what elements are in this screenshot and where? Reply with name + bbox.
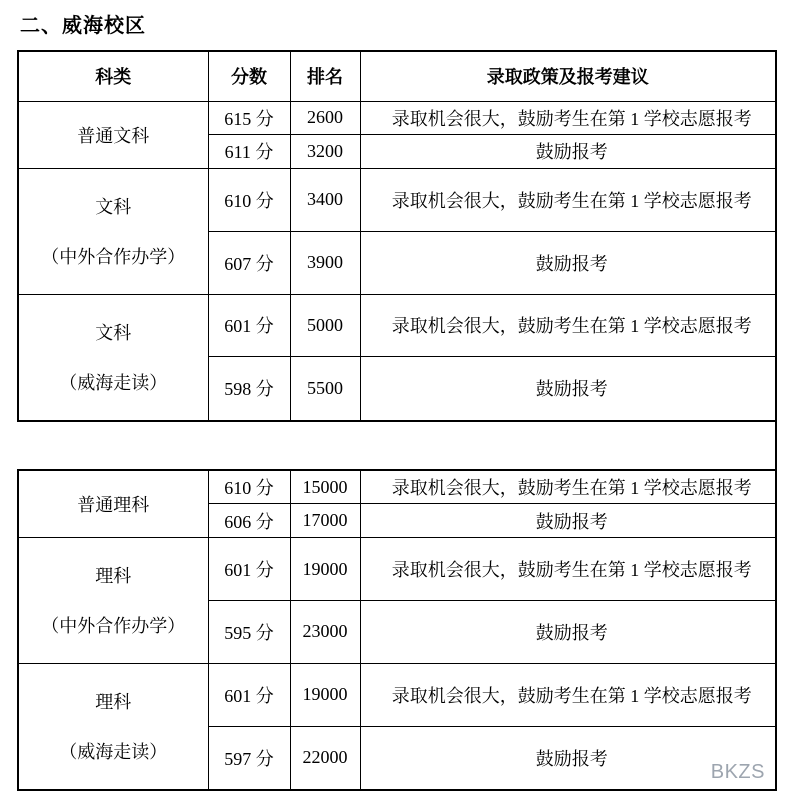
- category-sublabel: （威海走读）: [59, 742, 168, 763]
- advice-cell: 鼓励报考: [360, 504, 776, 538]
- category-cell: [18, 294, 208, 420]
- category-label: 理科: [95, 692, 132, 713]
- header-advice: 录取政策及报考建议: [360, 51, 776, 101]
- score-cell: 601 分: [208, 663, 290, 726]
- table-row: [18, 470, 776, 504]
- rank-cell: 15000: [290, 470, 360, 504]
- advice-cell: 录取机会很大，鼓励考生在第 1 学校志愿报考: [360, 101, 776, 135]
- advice-cell: 录取机会很大，鼓励考生在第 1 学校志愿报考: [360, 168, 776, 231]
- table-row: [18, 663, 776, 726]
- score-cell: 615 分: [208, 101, 290, 135]
- table-row: [18, 538, 776, 601]
- watermark-text: BKZS: [710, 761, 765, 783]
- advice-cell: 录取机会很大，鼓励考生在第 1 学校志愿报考: [360, 470, 776, 504]
- advice-cell: 录取机会很大，鼓励考生在第 1 学校志愿报考: [360, 663, 776, 726]
- category-label: 普通理科: [77, 494, 150, 515]
- rank-cell: 22000: [290, 726, 360, 790]
- rank-cell: 17000: [290, 504, 360, 538]
- advice-cell: 鼓励报考: [360, 231, 776, 294]
- advice-cell: 录取机会很大，鼓励考生在第 1 学校志愿报考: [360, 538, 776, 601]
- advice-text: 鼓励报考: [535, 748, 608, 769]
- score-cell: 601 分: [208, 538, 290, 601]
- rank-cell: 2600: [290, 101, 360, 135]
- advice-cell: 鼓励报考: [360, 357, 776, 421]
- rank-cell: 19000: [290, 663, 360, 726]
- category-cell: [18, 168, 208, 294]
- rank-cell: 5500: [290, 357, 360, 421]
- category-label: 文科: [95, 323, 132, 344]
- category-cell: [18, 663, 208, 790]
- header-category: 科类: [18, 51, 208, 101]
- category-cell: [18, 101, 208, 168]
- category-cell: [18, 470, 208, 538]
- score-cell: 601 分: [208, 294, 290, 357]
- page-title: 二、威海校区: [20, 15, 146, 37]
- score-cell: 606 分: [208, 504, 290, 538]
- category-sublabel: （中外合作办学）: [41, 616, 186, 637]
- table-row: [18, 101, 776, 135]
- rank-cell: 3400: [290, 168, 360, 231]
- category-sublabel: （威海走读）: [59, 373, 168, 394]
- score-cell: 597 分: [208, 726, 290, 790]
- category-label: 文科: [95, 197, 132, 218]
- header-score: 分数: [208, 51, 290, 101]
- advice-cell: [360, 726, 776, 790]
- advice-cell: 鼓励报考: [360, 600, 776, 663]
- category-cell: [18, 538, 208, 664]
- rank-cell: 5000: [290, 294, 360, 357]
- table-row: [18, 168, 776, 231]
- score-cell: 610 分: [208, 470, 290, 504]
- header-rank: 排名: [290, 51, 360, 101]
- empty-separator-cell: [18, 421, 776, 470]
- advice-cell: 录取机会很大，鼓励考生在第 1 学校志愿报考: [360, 294, 776, 357]
- score-cell: 595 分: [208, 600, 290, 663]
- category-label: 理科: [95, 566, 132, 587]
- table-header-row: [18, 51, 776, 101]
- rank-cell: 19000: [290, 538, 360, 601]
- table-gap-row: [18, 421, 776, 470]
- score-cell: 610 分: [208, 168, 290, 231]
- score-cell: 598 分: [208, 357, 290, 421]
- rank-cell: 3900: [290, 231, 360, 294]
- score-cell: 607 分: [208, 231, 290, 294]
- category-label: 普通文科: [77, 125, 150, 146]
- score-cell: 611 分: [208, 135, 290, 169]
- rank-cell: 3200: [290, 135, 360, 169]
- table-row: [18, 294, 776, 357]
- rank-cell: 23000: [290, 600, 360, 663]
- category-sublabel: （中外合作办学）: [41, 247, 186, 268]
- admission-score-table: [17, 50, 777, 791]
- advice-cell: 鼓励报考: [360, 135, 776, 169]
